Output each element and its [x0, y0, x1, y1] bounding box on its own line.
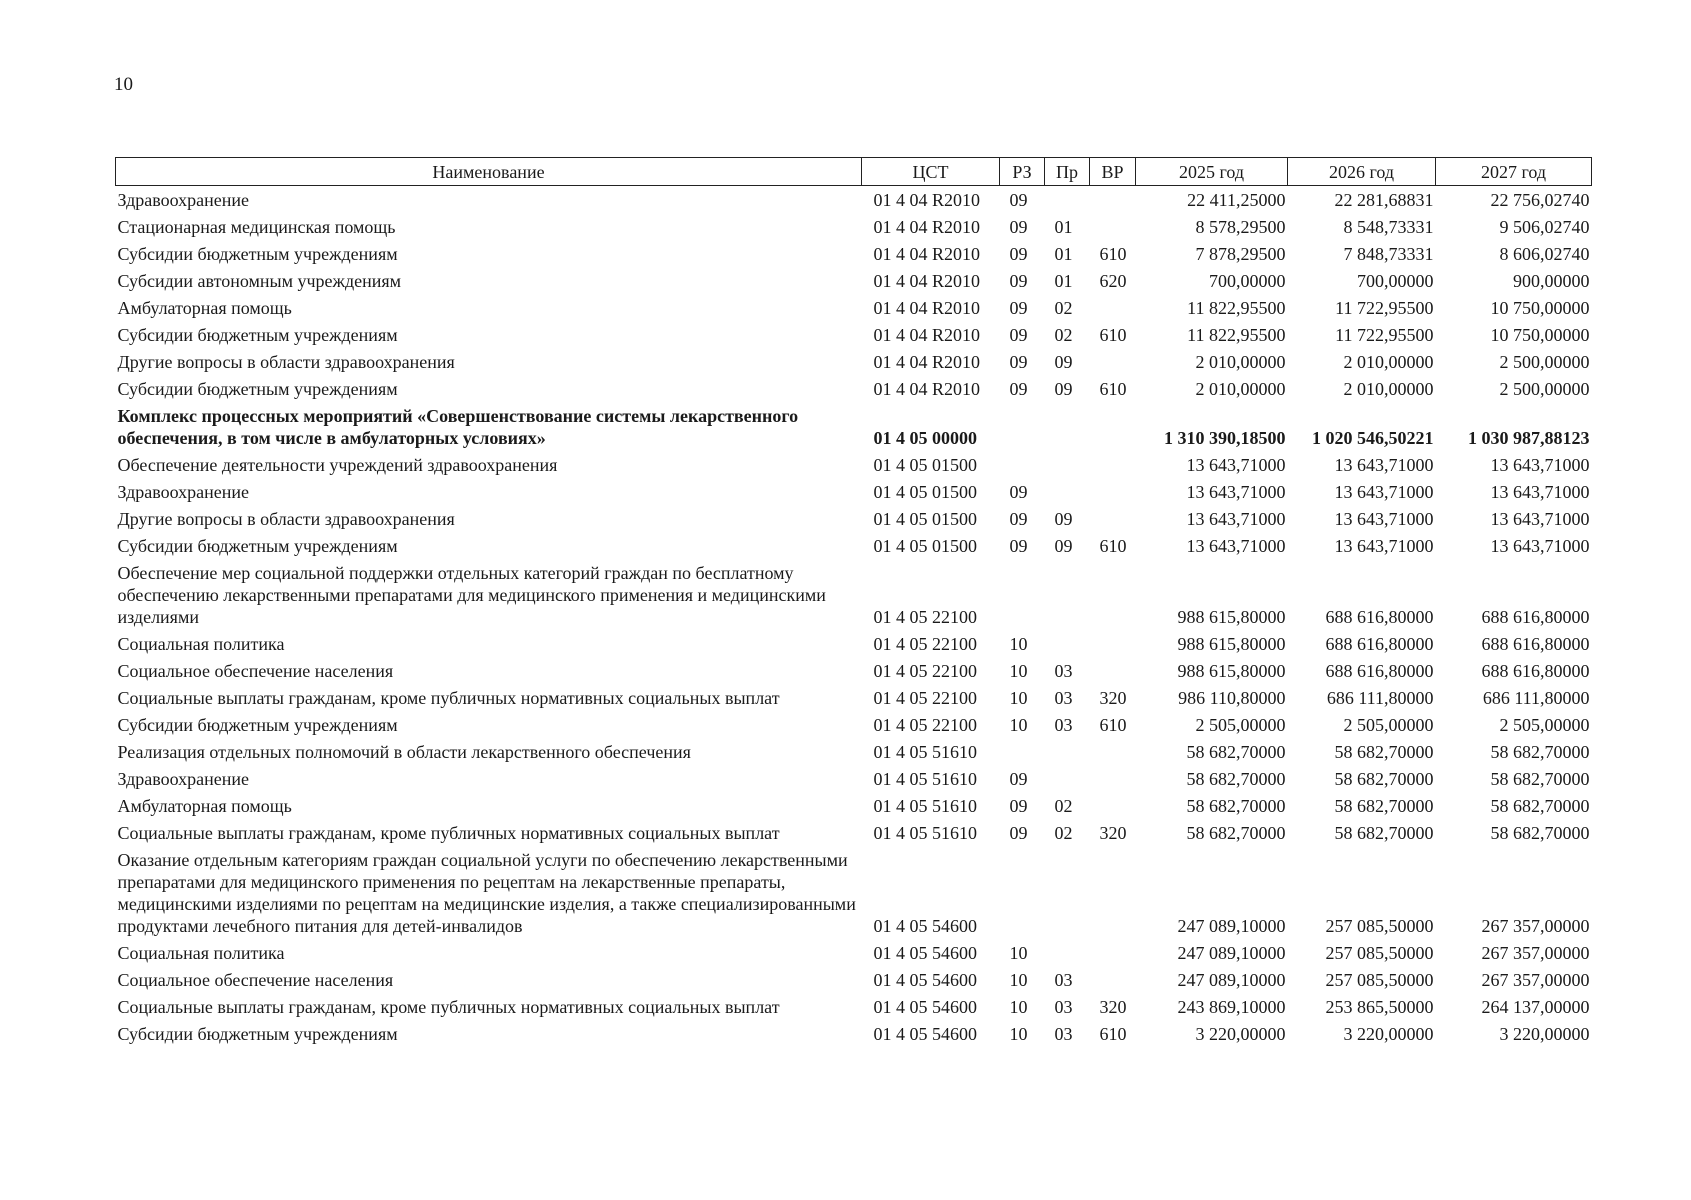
cell-2027: 688 616,80000 — [1481, 661, 1590, 681]
cell-2025: 58 682,70000 — [1186, 769, 1286, 789]
cell-vr — [1090, 765, 1136, 792]
cell-vr — [1090, 478, 1136, 505]
cell-pr: 09 — [1054, 379, 1073, 399]
cell-cst: 01 4 04 R2010 — [873, 298, 981, 318]
cell-cst: 01 4 05 01500 — [873, 482, 977, 502]
cell-name: Социальное обеспечение населения — [117, 970, 394, 990]
cell-2026: 58 682,70000 — [1334, 742, 1434, 762]
cell-pr: 03 — [1054, 1024, 1073, 1044]
table-row — [116, 213, 1592, 240]
cell-2025: 2 505,00000 — [1195, 715, 1286, 735]
cell-2025: 700,00000 — [1209, 271, 1286, 291]
cell-pr: 03 — [1054, 661, 1073, 681]
table-row — [116, 532, 1592, 559]
cell-rz: 10 — [1009, 997, 1028, 1017]
cell-2026: 2 010,00000 — [1343, 379, 1434, 399]
cell-name: Другие вопросы в области здравоохранения — [117, 509, 455, 529]
cell-rz: 09 — [1009, 796, 1028, 816]
table-row — [116, 765, 1592, 792]
cell-vr — [1090, 846, 1136, 939]
table-row — [116, 505, 1592, 532]
cell-cst: 01 4 05 54600 — [873, 970, 977, 990]
cell-2027: 688 616,80000 — [1481, 607, 1590, 627]
cell-vr — [1090, 559, 1136, 630]
cell-cst: 01 4 05 51610 — [873, 742, 977, 762]
cell-2027: 58 682,70000 — [1490, 769, 1590, 789]
table-row — [116, 478, 1592, 505]
cell-vr: 320 — [1099, 997, 1127, 1017]
cell-cst: 01 4 05 54600 — [873, 997, 977, 1017]
cell-rz: 09 — [1009, 769, 1028, 789]
cell-2027: 2 500,00000 — [1499, 352, 1590, 372]
cell-2027: 10 750,00000 — [1490, 325, 1590, 345]
cell-rz: 09 — [1009, 298, 1028, 318]
cell-name: Амбулаторная помощь — [117, 796, 292, 816]
cell-2026: 688 616,80000 — [1325, 634, 1434, 654]
header-pr: Пр — [1045, 158, 1090, 186]
cell-2026: 13 643,71000 — [1334, 482, 1434, 502]
table-body — [116, 186, 1592, 1048]
cell-2025: 7 878,29500 — [1195, 244, 1286, 264]
cell-pr — [1045, 765, 1090, 792]
cell-name: Субсидии бюджетным учреждениям — [117, 379, 398, 399]
cell-name: Социальные выплаты гражданам, кроме публичных нормативных социальных выплат — [117, 823, 780, 843]
cell-2025: 986 110,80000 — [1178, 688, 1286, 708]
cell-cst: 01 4 05 51610 — [873, 796, 977, 816]
cell-vr — [1090, 348, 1136, 375]
cell-name: Амбулаторная помощь — [117, 298, 292, 318]
cell-cst: 01 4 05 54600 — [873, 943, 977, 963]
cell-pr: 02 — [1054, 298, 1073, 318]
cell-2026: 688 616,80000 — [1325, 661, 1434, 681]
cell-2027: 900,00000 — [1513, 271, 1590, 291]
table-row — [116, 738, 1592, 765]
cell-name: Оказание отдельным категориям граждан социальной услуги по обеспечению лекарственными препаратами для медицинского применения по рецептам на лекарственные препараты, медицинскими изделиями по рецептам на медицинские изделия, а также специализированными продуктами лечебного питания для детей-инвалидов — [117, 850, 856, 936]
cell-name: Субсидии бюджетным учреждениям — [117, 536, 398, 556]
header-2026: 2026 год — [1288, 158, 1436, 186]
cell-2027: 13 643,71000 — [1490, 509, 1590, 529]
cell-2026: 58 682,70000 — [1334, 769, 1434, 789]
cell-vr — [1090, 939, 1136, 966]
cell-2025: 988 615,80000 — [1177, 634, 1286, 654]
cell-name: Субсидии бюджетным учреждениям — [117, 715, 398, 735]
cell-pr: 03 — [1054, 715, 1073, 735]
cell-cst: 01 4 04 R2010 — [873, 244, 981, 264]
table-row — [116, 939, 1592, 966]
cell-2025: 8 578,29500 — [1195, 217, 1286, 237]
cell-cst: 01 4 04 R2010 — [873, 352, 981, 372]
table-row — [116, 846, 1592, 939]
cell-2026: 686 111,80000 — [1326, 688, 1434, 708]
header-2025: 2025 год — [1136, 158, 1288, 186]
cell-2025: 988 615,80000 — [1177, 661, 1286, 681]
cell-2027: 10 750,00000 — [1490, 298, 1590, 318]
cell-2025: 11 822,95500 — [1187, 298, 1286, 318]
cell-vr — [1090, 630, 1136, 657]
cell-2027: 267 357,00000 — [1481, 943, 1590, 963]
cell-vr: 610 — [1099, 1024, 1127, 1044]
cell-2027: 1 030 987,88123 — [1468, 428, 1590, 448]
cell-2025: 243 869,10000 — [1177, 997, 1286, 1017]
cell-pr: 01 — [1054, 217, 1073, 237]
cell-pr — [1045, 478, 1090, 505]
cell-cst: 01 4 05 51610 — [873, 769, 977, 789]
cell-rz: 09 — [1009, 325, 1028, 345]
cell-rz: 09 — [1009, 379, 1028, 399]
cell-2027: 8 606,02740 — [1499, 244, 1590, 264]
cell-name: Субсидии бюджетным учреждениям — [117, 325, 398, 345]
cell-rz: 09 — [1009, 823, 1028, 843]
cell-name: Обеспечение мер социальной поддержки отдельных категорий граждан по бесплатному обеспечению лекарственными препаратами для медицинского применения и медицинскими изделиями — [117, 563, 826, 627]
cell-2026: 257 085,50000 — [1325, 916, 1434, 936]
cell-2025: 2 010,00000 — [1195, 352, 1286, 372]
cell-pr: 09 — [1054, 536, 1073, 556]
cell-name: Социальная политика — [117, 943, 285, 963]
cell-vr — [1090, 294, 1136, 321]
cell-cst: 01 4 04 R2010 — [873, 190, 981, 210]
cell-rz: 10 — [1009, 970, 1028, 990]
cell-vr: 320 — [1099, 688, 1127, 708]
table-row — [116, 186, 1592, 214]
cell-2026: 13 643,71000 — [1334, 455, 1434, 475]
cell-rz: 10 — [1009, 715, 1028, 735]
table-row — [116, 375, 1592, 402]
cell-pr: 01 — [1054, 271, 1073, 291]
cell-2025: 58 682,70000 — [1186, 823, 1286, 843]
table-row — [116, 993, 1592, 1020]
cell-pr: 02 — [1054, 796, 1073, 816]
cell-name: Стационарная медицинская помощь — [117, 217, 396, 237]
cell-2026: 2 010,00000 — [1343, 352, 1434, 372]
cell-2027: 264 137,00000 — [1481, 997, 1590, 1017]
cell-2027: 686 111,80000 — [1482, 688, 1590, 708]
cell-cst: 01 4 05 00000 — [873, 428, 977, 448]
cell-rz: 10 — [1009, 1024, 1028, 1044]
cell-name: Социальное обеспечение населения — [117, 661, 394, 681]
table-row — [116, 657, 1592, 684]
cell-2025: 1 310 390,18500 — [1164, 428, 1286, 448]
cell-2025: 13 643,71000 — [1186, 536, 1286, 556]
page-number: 10 — [114, 74, 133, 95]
table-row — [116, 294, 1592, 321]
cell-rz: 10 — [1009, 688, 1028, 708]
cell-name: Социальные выплаты гражданам, кроме публичных нормативных социальных выплат — [117, 997, 780, 1017]
cell-cst: 01 4 04 R2010 — [873, 379, 981, 399]
cell-pr: 03 — [1054, 970, 1073, 990]
cell-2025: 58 682,70000 — [1186, 796, 1286, 816]
cell-2027: 3 220,00000 — [1499, 1024, 1590, 1044]
cell-pr — [1045, 451, 1090, 478]
cell-vr: 610 — [1099, 325, 1127, 345]
cell-name: Комплекс процессных мероприятий «Совершенствование системы лекарственного обеспечения, в том числе в амбулаторных условиях» — [117, 406, 799, 448]
cell-2026: 58 682,70000 — [1334, 823, 1434, 843]
cell-2027: 267 357,00000 — [1481, 970, 1590, 990]
cell-2026: 257 085,50000 — [1325, 970, 1434, 990]
header-2027: 2027 год — [1436, 158, 1592, 186]
cell-cst: 01 4 05 22100 — [873, 634, 977, 654]
cell-2025: 3 220,00000 — [1195, 1024, 1286, 1044]
cell-vr — [1090, 505, 1136, 532]
cell-rz: 09 — [1009, 482, 1028, 502]
budget-table — [115, 157, 1592, 1047]
cell-rz: 09 — [1009, 536, 1028, 556]
cell-cst: 01 4 05 22100 — [873, 661, 977, 681]
cell-2026: 13 643,71000 — [1334, 509, 1434, 529]
header-row — [116, 158, 1592, 186]
cell-2026: 22 281,68831 — [1334, 190, 1434, 210]
cell-vr: 610 — [1099, 379, 1127, 399]
cell-rz: 09 — [1009, 217, 1028, 237]
cell-name: Субсидии бюджетным учреждениям — [117, 244, 398, 264]
cell-vr — [1090, 792, 1136, 819]
cell-pr — [1045, 630, 1090, 657]
cell-rz: 10 — [1009, 661, 1028, 681]
cell-2025: 247 089,10000 — [1177, 970, 1286, 990]
cell-pr — [1045, 186, 1090, 214]
cell-2025: 2 010,00000 — [1195, 379, 1286, 399]
cell-vr — [1090, 738, 1136, 765]
cell-name: Социальная политика — [117, 634, 285, 654]
cell-2026: 8 548,73331 — [1343, 217, 1434, 237]
cell-cst: 01 4 04 R2010 — [873, 271, 981, 291]
header-rz: РЗ — [1000, 158, 1045, 186]
header-cst: ЦСТ — [862, 158, 1000, 186]
cell-vr: 610 — [1099, 715, 1127, 735]
cell-cst: 01 4 05 54600 — [873, 916, 977, 936]
cell-vr: 320 — [1099, 823, 1127, 843]
cell-2027: 58 682,70000 — [1490, 742, 1590, 762]
cell-2026: 688 616,80000 — [1325, 607, 1434, 627]
table-row — [116, 267, 1592, 294]
cell-vr — [1090, 213, 1136, 240]
cell-rz: 09 — [1009, 271, 1028, 291]
cell-2026: 3 220,00000 — [1343, 1024, 1434, 1044]
cell-2027: 688 616,80000 — [1481, 634, 1590, 654]
table-row — [116, 240, 1592, 267]
cell-2027: 2 505,00000 — [1499, 715, 1590, 735]
cell-2025: 11 822,95500 — [1187, 325, 1286, 345]
cell-2026: 253 865,50000 — [1325, 997, 1434, 1017]
cell-2025: 13 643,71000 — [1186, 455, 1286, 475]
table-row — [116, 451, 1592, 478]
cell-rz: 09 — [1009, 190, 1028, 210]
cell-pr: 02 — [1054, 325, 1073, 345]
table-row — [116, 1020, 1592, 1047]
cell-name: Субсидии автономным учреждениям — [117, 271, 402, 291]
cell-2025: 22 411,25000 — [1187, 190, 1286, 210]
cell-vr — [1090, 966, 1136, 993]
cell-rz — [1000, 451, 1045, 478]
cell-rz — [1000, 559, 1045, 630]
cell-vr: 620 — [1099, 271, 1127, 291]
cell-rz: 09 — [1009, 244, 1028, 264]
cell-cst: 01 4 04 R2010 — [873, 217, 981, 237]
cell-2027: 22 756,02740 — [1490, 190, 1590, 210]
cell-vr — [1090, 451, 1136, 478]
cell-2025: 13 643,71000 — [1186, 509, 1286, 529]
cell-2027: 58 682,70000 — [1490, 823, 1590, 843]
cell-2027: 9 506,02740 — [1499, 217, 1590, 237]
cell-name: Другие вопросы в области здравоохранения — [117, 352, 455, 372]
cell-2026: 13 643,71000 — [1334, 536, 1434, 556]
cell-vr — [1090, 186, 1136, 214]
table-header — [116, 158, 1592, 186]
cell-cst: 01 4 05 22100 — [873, 607, 977, 627]
cell-pr: 02 — [1054, 823, 1073, 843]
cell-name: Субсидии бюджетным учреждениям — [117, 1024, 398, 1044]
cell-cst: 01 4 05 01500 — [873, 536, 977, 556]
table-row — [116, 966, 1592, 993]
cell-cst: 01 4 05 01500 — [873, 509, 977, 529]
table-row — [116, 402, 1592, 451]
cell-2027: 267 357,00000 — [1481, 916, 1590, 936]
cell-pr: 03 — [1054, 688, 1073, 708]
cell-vr — [1090, 657, 1136, 684]
cell-cst: 01 4 05 54600 — [873, 1024, 977, 1044]
cell-pr — [1045, 846, 1090, 939]
cell-cst: 01 4 05 22100 — [873, 715, 977, 735]
table-row — [116, 348, 1592, 375]
cell-2026: 257 085,50000 — [1325, 943, 1434, 963]
cell-2025: 247 089,10000 — [1177, 916, 1286, 936]
cell-pr — [1045, 939, 1090, 966]
cell-cst: 01 4 04 R2010 — [873, 325, 981, 345]
cell-2026: 1 020 546,50221 — [1312, 428, 1434, 448]
cell-rz — [1000, 738, 1045, 765]
cell-2026: 11 722,95500 — [1335, 325, 1434, 345]
cell-rz: 10 — [1009, 943, 1028, 963]
cell-2026: 7 848,73331 — [1343, 244, 1434, 264]
cell-2027: 58 682,70000 — [1490, 796, 1590, 816]
cell-name: Реализация отдельных полномочий в области лекарственного обеспечения — [117, 742, 691, 762]
cell-name: Социальные выплаты гражданам, кроме публичных нормативных социальных выплат — [117, 688, 780, 708]
cell-2027: 13 643,71000 — [1490, 536, 1590, 556]
cell-vr — [1090, 402, 1136, 451]
cell-name: Здравоохранение — [117, 482, 250, 502]
cell-2027: 13 643,71000 — [1490, 482, 1590, 502]
cell-pr: 09 — [1054, 352, 1073, 372]
cell-pr — [1045, 738, 1090, 765]
cell-pr: 09 — [1054, 509, 1073, 529]
cell-2026: 2 505,00000 — [1343, 715, 1434, 735]
table-row — [116, 684, 1592, 711]
table-row — [116, 630, 1592, 657]
cell-2025: 58 682,70000 — [1186, 742, 1286, 762]
cell-rz: 10 — [1009, 634, 1028, 654]
cell-2025: 247 089,10000 — [1177, 943, 1286, 963]
cell-2025: 988 615,80000 — [1177, 607, 1286, 627]
cell-2027: 13 643,71000 — [1490, 455, 1590, 475]
cell-rz — [1000, 402, 1045, 451]
cell-cst: 01 4 05 51610 — [873, 823, 977, 843]
table-row — [116, 559, 1592, 630]
cell-name: Здравоохранение — [117, 769, 250, 789]
cell-2025: 13 643,71000 — [1186, 482, 1286, 502]
cell-cst: 01 4 05 22100 — [873, 688, 977, 708]
cell-cst: 01 4 05 01500 — [873, 455, 977, 475]
cell-vr: 610 — [1099, 244, 1127, 264]
cell-2027: 2 500,00000 — [1499, 379, 1590, 399]
cell-pr: 01 — [1054, 244, 1073, 264]
cell-rz: 09 — [1009, 352, 1028, 372]
cell-name: Здравоохранение — [117, 190, 250, 210]
cell-rz — [1000, 846, 1045, 939]
budget-table-container — [115, 157, 1591, 1047]
cell-pr — [1045, 402, 1090, 451]
cell-rz: 09 — [1009, 509, 1028, 529]
table-row — [116, 819, 1592, 846]
table-row — [116, 321, 1592, 348]
cell-pr: 03 — [1054, 997, 1073, 1017]
table-row — [116, 792, 1592, 819]
header-vr: ВР — [1090, 158, 1136, 186]
cell-name: Обеспечение деятельности учреждений здравоохранения — [117, 455, 558, 475]
header-name: Наименование — [116, 158, 862, 186]
cell-vr: 610 — [1099, 536, 1127, 556]
cell-2026: 11 722,95500 — [1335, 298, 1434, 318]
table-row — [116, 711, 1592, 738]
cell-2026: 58 682,70000 — [1334, 796, 1434, 816]
cell-2026: 700,00000 — [1357, 271, 1434, 291]
cell-pr — [1045, 559, 1090, 630]
